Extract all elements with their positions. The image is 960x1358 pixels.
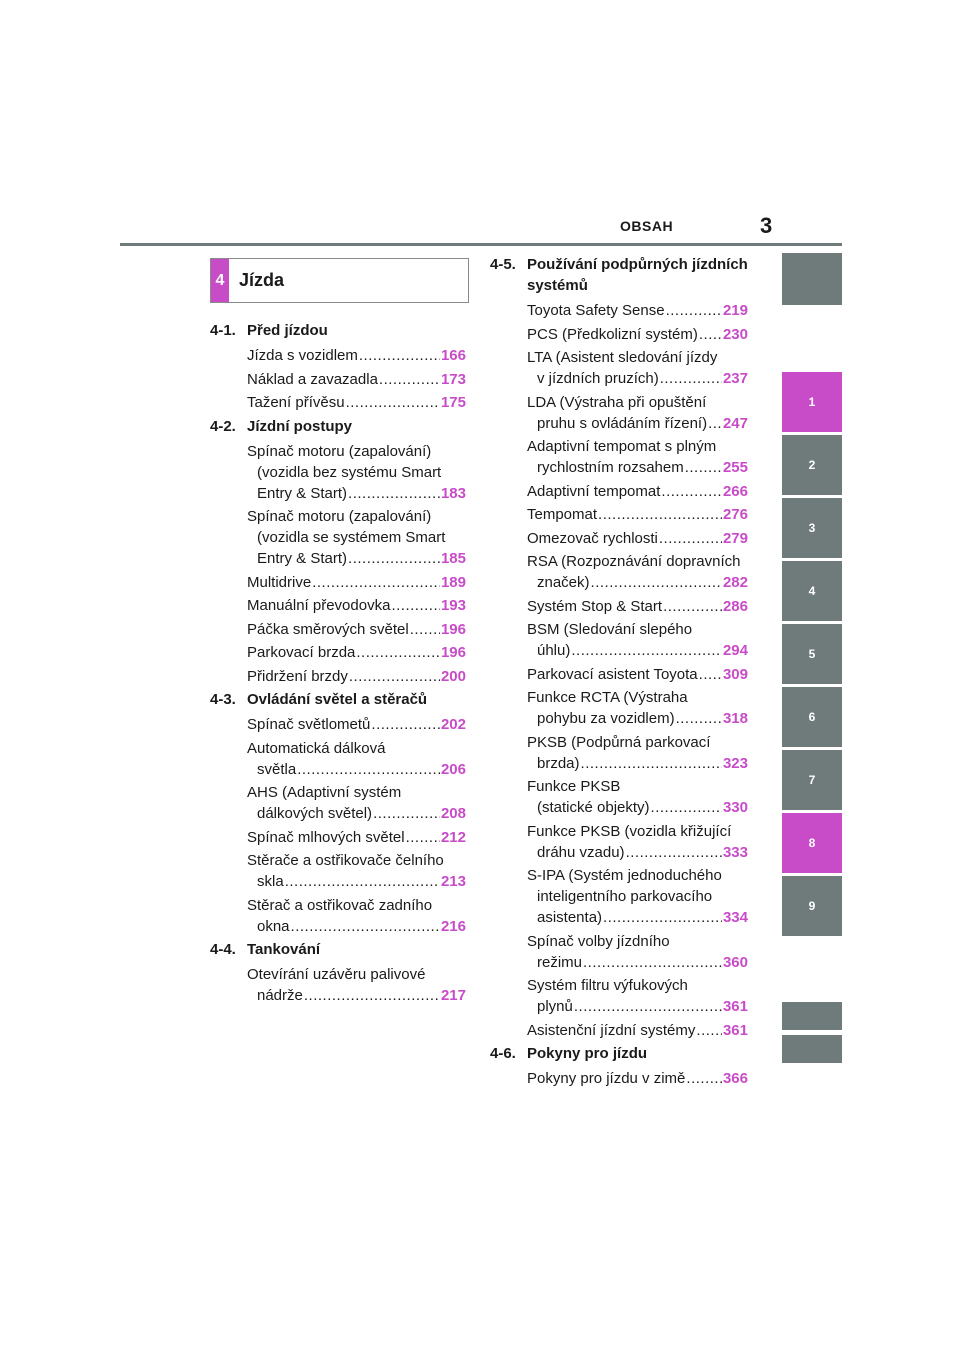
toc-entry-row [527, 996, 748, 1017]
toc-entry-row [527, 1020, 748, 1041]
toc-entry-text: Tempomat [527, 506, 598, 523]
dot-leader [699, 324, 722, 345]
toc-group-title: Jízdní postupy [247, 417, 352, 435]
toc-entry-row [247, 392, 466, 413]
page-reference[interactable]: 279 [722, 529, 748, 547]
toc-entry-text: RSA (Rozpoznávání dopravních [527, 553, 741, 570]
chapter-tab-blank[interactable] [782, 253, 842, 305]
toc-entry-row [527, 324, 748, 345]
page-reference[interactable]: 200 [440, 667, 466, 685]
toc-entry[interactable] [527, 619, 748, 661]
toc-entry[interactable] [247, 595, 466, 616]
toc-entry-row [527, 368, 748, 389]
dot-leader [356, 642, 440, 663]
toc-entry-text: úhlu) [537, 642, 571, 659]
toc-entry-text: Systém filtru výfukových [527, 977, 688, 994]
toc-entry-text: pruhu s ovládáním řízení) [537, 414, 708, 432]
page-reference[interactable]: 330 [722, 799, 748, 816]
toc-entry[interactable] [247, 714, 466, 735]
toc-entry[interactable] [527, 776, 748, 818]
toc-entry[interactable] [247, 392, 466, 413]
dot-leader [410, 619, 440, 640]
toc-entry-text: Spínač mlhových světel [247, 828, 405, 846]
toc-entry-text: skla [257, 873, 284, 890]
toc-entry-row [247, 871, 466, 892]
toc-entry-text: Automatická dálková [247, 739, 386, 757]
toc-entry-row [527, 907, 748, 928]
toc-entry-row [247, 827, 466, 848]
toc-group-heading [210, 416, 466, 437]
toc-entry-text: (vozidla se systémem Smart [257, 529, 446, 546]
toc-entry-text: Spínač světlometů [247, 716, 371, 733]
toc-entry-row [527, 797, 748, 818]
toc-entry-text: Parkovací brzda [247, 644, 356, 661]
toc-entry[interactable] [247, 506, 466, 569]
toc-entry-row [527, 504, 748, 525]
toc-entry-text: rychlostním rozsahem [537, 459, 684, 476]
toc-entry-text: PKSB (Podpůrná parkovací [527, 733, 711, 751]
toc-entry-row [527, 753, 748, 774]
toc-entry[interactable] [527, 347, 748, 389]
toc-entry-text: Entry & Start) [257, 484, 348, 502]
page-reference[interactable]: 216 [440, 917, 466, 935]
page-reference[interactable]: 185 [440, 550, 466, 567]
section-number: 4 [211, 259, 229, 302]
dot-leader [626, 842, 722, 863]
toc-entry-text: pohybu za vozidlem) [537, 710, 675, 727]
toc-entry-row [247, 714, 466, 735]
toc-entry[interactable] [527, 931, 748, 973]
toc-entry[interactable] [247, 441, 466, 504]
toc-entry-row [247, 985, 466, 1006]
toc-entry-text: Funkce RCTA (Výstraha [527, 689, 688, 706]
toc-entry[interactable] [247, 895, 466, 937]
toc-entry-text: Funkce PKSB (vozidla křižující [527, 822, 732, 840]
dot-leader [285, 871, 440, 892]
toc-entry-text: Toyota Safety Sense [527, 302, 665, 319]
page-reference[interactable]: 360 [722, 953, 748, 971]
toc-group-heading [210, 939, 466, 960]
toc-entry[interactable] [527, 664, 748, 685]
toc-group [210, 416, 466, 687]
toc-entry[interactable] [247, 619, 466, 640]
page-reference[interactable]: 334 [722, 909, 748, 926]
dot-leader [348, 483, 440, 504]
page-header-title: OBSAH [620, 218, 674, 234]
dot-leader [291, 916, 440, 937]
page-reference[interactable]: 173 [440, 370, 466, 388]
toc-entry-row [527, 708, 748, 729]
toc-entry-text: značek) [537, 574, 590, 591]
toc-group-number: 4-2. [210, 417, 236, 435]
toc-entry-text: Pokyny pro jízdu v zimě [527, 1070, 686, 1087]
page-reference[interactable]: 217 [440, 987, 466, 1004]
toc-entry[interactable] [247, 827, 466, 848]
toc-entry-text: inteligentního parkovacího [537, 888, 713, 905]
toc-entry-text: režimu [537, 953, 583, 971]
toc-entry-row [247, 642, 466, 663]
toc-entry-row [527, 952, 748, 973]
dot-leader [676, 708, 722, 729]
page-reference[interactable]: 318 [722, 710, 748, 727]
toc-entry-text: světla [257, 760, 297, 778]
toc-left-column [210, 318, 466, 1009]
toc-group-number: 4-5. [490, 256, 516, 273]
toc-entry-text: asistenta) [537, 909, 603, 926]
page-reference[interactable]: 219 [722, 302, 748, 319]
toc-entry-text: Tažení přívěsu [247, 394, 345, 411]
toc-entry-text: Parkovací asistent Toyota [527, 665, 698, 683]
dot-leader [686, 1068, 722, 1089]
toc-entry-text: Funkce PKSB [527, 778, 621, 795]
toc-entry[interactable] [247, 964, 466, 1006]
dot-leader [591, 572, 722, 593]
dot-leader [574, 996, 722, 1017]
toc-entry-text: LTA (Asistent sledování jízdy [527, 349, 718, 366]
toc-entry-text: (statické objekty) [537, 799, 650, 816]
dot-leader [583, 952, 722, 973]
toc-entry-row [527, 572, 748, 593]
toc-entry-text: plynů [537, 998, 573, 1015]
page-reference[interactable]: 255 [722, 459, 748, 476]
dot-leader [297, 759, 440, 780]
page-reference[interactable]: 175 [440, 394, 466, 411]
page-reference[interactable]: 294 [722, 642, 748, 659]
dot-leader [699, 664, 722, 685]
toc-entry-text: Jízda s vozidlem [247, 347, 358, 364]
toc-entry-text: nádrže [257, 987, 303, 1004]
dot-leader [391, 595, 440, 616]
dot-leader [304, 985, 440, 1006]
page-reference[interactable]: 230 [722, 325, 748, 343]
toc-entry-row [247, 803, 466, 824]
dot-leader [359, 345, 440, 366]
dot-leader [406, 827, 440, 848]
toc-entry-text: Otevírání uzávěru palivové [247, 966, 426, 983]
toc-entry-text: dálkových světel) [257, 805, 373, 822]
page-number: 3 [760, 213, 773, 238]
dot-leader [666, 300, 722, 321]
chapter-tab-9[interactable]: 9 [782, 876, 842, 936]
toc-entry-text: Náklad a zavazadla [247, 370, 378, 388]
page-reference[interactable]: 333 [722, 843, 748, 861]
chapter-tab-2[interactable]: 2 [782, 435, 842, 495]
toc-entry[interactable] [247, 572, 466, 593]
page-reference[interactable]: 202 [440, 716, 466, 733]
chapter-tab-blank[interactable] [782, 1002, 842, 1030]
toc-group [210, 939, 466, 1006]
toc-entry[interactable] [527, 596, 748, 617]
toc-entry-row [247, 572, 466, 593]
toc-group-title: Pokyny pro jízdu [527, 1045, 648, 1062]
toc-group-number: 4-1. [210, 322, 236, 339]
page-reference[interactable]: 323 [722, 754, 748, 772]
toc-group [210, 320, 466, 413]
toc-entry[interactable] [247, 738, 466, 780]
toc-entry-row [247, 369, 466, 390]
toc-entry-text: PCS (Předkolizní systém) [527, 325, 698, 343]
page-reference[interactable]: 183 [440, 484, 466, 502]
page-reference[interactable]: 196 [440, 644, 466, 661]
toc-entry-text: okna [257, 917, 290, 935]
toc-entry-text: (vozidla bez systému Smart [257, 463, 442, 481]
dot-leader [685, 457, 722, 478]
toc-entry[interactable] [247, 369, 466, 390]
toc-entry-row [527, 481, 748, 502]
toc-entry-text: Přidržení brzdy [247, 667, 348, 685]
toc-entry[interactable] [527, 481, 748, 502]
toc-entry-row [247, 666, 466, 687]
toc-entry-text: Asistenční jízdní systémy [527, 1021, 696, 1039]
page-reference[interactable]: 166 [440, 347, 466, 364]
toc-entry-text: Entry & Start) [257, 550, 348, 567]
toc-group [490, 1043, 748, 1089]
toc-entry[interactable] [527, 300, 748, 321]
toc-entry[interactable] [247, 642, 466, 663]
toc-entry-text: v jízdních pruzích) [537, 370, 659, 387]
toc-entry[interactable] [527, 687, 748, 729]
page-reference[interactable]: 212 [440, 828, 466, 846]
toc-right-column [490, 252, 748, 1092]
toc-entry-text: dráhu vzadu) [537, 843, 625, 861]
toc-entry-row [527, 457, 748, 478]
toc-entry-row [527, 664, 748, 685]
toc-group-heading [490, 1043, 748, 1064]
page-reference[interactable]: 208 [440, 805, 466, 822]
toc-entry-text: brzda) [537, 754, 580, 772]
toc-entry-text: AHS (Adaptivní systém [247, 784, 402, 801]
chapter-tab-6[interactable]: 6 [782, 687, 842, 747]
dot-leader [598, 504, 722, 525]
page-reference[interactable]: 361 [722, 1021, 748, 1039]
dot-leader [373, 803, 440, 824]
toc-group-number: 4-3. [210, 691, 236, 708]
page-reference[interactable]: 266 [722, 482, 748, 500]
toc-group-heading [210, 689, 466, 710]
toc-entry[interactable] [527, 732, 748, 774]
toc-group-number: 4-6. [490, 1045, 516, 1062]
toc-entry-row [527, 300, 748, 321]
chapter-tab-5[interactable]: 5 [782, 624, 842, 684]
page-reference[interactable]: 276 [722, 506, 748, 523]
chapter-tab-1[interactable]: 1 [782, 372, 842, 432]
section-heading [210, 258, 469, 303]
page-reference[interactable]: 237 [722, 370, 748, 387]
toc-entry-row [247, 619, 466, 640]
toc-entry[interactable] [527, 1068, 748, 1089]
dot-leader [660, 368, 722, 389]
header-divider [120, 243, 842, 246]
toc-entry-text: Spínač motoru (zapalování) [247, 442, 432, 460]
dot-leader [708, 413, 722, 434]
page-reference[interactable]: 247 [722, 414, 748, 432]
page-reference[interactable]: 196 [440, 620, 466, 638]
toc-entry-row [247, 548, 466, 569]
toc-entry-row [247, 483, 466, 504]
toc-group-title: Tankování [247, 941, 321, 958]
toc-entry-text: Systém Stop & Start [527, 597, 663, 615]
dot-leader [661, 481, 722, 502]
dot-leader [348, 548, 440, 569]
page-reference[interactable]: 213 [440, 873, 466, 890]
toc-entry[interactable] [247, 782, 466, 824]
page-reference[interactable]: 193 [440, 597, 466, 614]
toc-group-heading [210, 320, 466, 341]
toc-group-heading [490, 254, 748, 296]
chapter-tab-4[interactable]: 4 [782, 561, 842, 621]
dot-leader [659, 528, 722, 549]
toc-entry[interactable] [527, 436, 748, 478]
toc-entry-row [247, 759, 466, 780]
page-reference[interactable]: 286 [722, 597, 748, 615]
toc-entry-text: S-IPA (Systém jednoduchého [527, 867, 722, 884]
section-title: Jízda [239, 270, 285, 290]
toc-entry[interactable] [527, 324, 748, 345]
toc-entry-text: LDA (Výstraha při opuštění [527, 393, 707, 411]
toc-entry[interactable] [527, 504, 748, 525]
toc-entry-row [527, 596, 748, 617]
chapter-tab-8[interactable]: 8 [782, 813, 842, 873]
toc-entry-row [527, 842, 748, 863]
toc-entry[interactable] [247, 850, 466, 892]
chapter-tab-7[interactable]: 7 [782, 750, 842, 810]
chapter-tab-blank[interactable] [782, 1035, 842, 1063]
toc-entry-text: Spínač volby jízdního [527, 932, 670, 950]
toc-entry-row [247, 916, 466, 937]
toc-entry[interactable] [527, 975, 748, 1017]
toc-group-title: Používání podpůrných jízdních systémů [527, 256, 748, 294]
toc-entry-row [527, 528, 748, 549]
toc-entry-text: Stěrače a ostřikovače čelního [247, 852, 444, 869]
toc-entry-row [527, 413, 748, 434]
toc-entry-row [527, 640, 748, 661]
dot-leader [346, 392, 440, 413]
toc-entry-row [247, 345, 466, 366]
page-reference[interactable]: 361 [722, 998, 748, 1015]
toc-group-number: 4-4. [210, 941, 236, 958]
page-reference[interactable]: 206 [440, 760, 466, 778]
toc-group-title: Před jízdou [247, 322, 328, 339]
dot-leader [696, 1020, 722, 1041]
toc-group [210, 689, 466, 937]
toc-entry[interactable] [247, 345, 466, 366]
toc-entry-text: Adaptivní tempomat s plným [527, 438, 717, 455]
page-reference[interactable]: 282 [722, 574, 748, 591]
page-reference[interactable]: 309 [722, 665, 748, 683]
toc-entry-text: BSM (Sledování slepého [527, 621, 693, 638]
toc-entry-row [527, 1068, 748, 1089]
toc-group-title: Ovládání světel a stěračů [247, 691, 428, 708]
dot-leader [663, 596, 722, 617]
toc-entry-text: Stěrač a ostřikovač zadního [247, 896, 433, 914]
toc-entry[interactable] [527, 821, 748, 863]
toc-entry-text: Spínač motoru (zapalování) [247, 508, 432, 525]
page-reference[interactable]: 366 [722, 1070, 748, 1087]
chapter-tab-3[interactable]: 3 [782, 498, 842, 558]
dot-leader [571, 640, 722, 661]
page-reference[interactable]: 189 [440, 573, 466, 591]
dot-leader [603, 907, 722, 928]
toc-entry-text: Multidrive [247, 573, 312, 591]
toc-entry-text: Páčka směrových světel [247, 620, 409, 638]
toc-entry[interactable] [527, 865, 748, 928]
toc-entry-text: Manuální převodovka [247, 597, 391, 614]
toc-entry[interactable] [527, 1020, 748, 1041]
dot-leader [581, 753, 722, 774]
dot-leader [312, 572, 440, 593]
toc-entry-row [247, 595, 466, 616]
toc-entry[interactable] [247, 666, 466, 687]
toc-entry-text: Adaptivní tempomat [527, 482, 661, 500]
toc-entry[interactable] [527, 392, 748, 434]
toc-entry-text: Omezovač rychlosti [527, 529, 658, 547]
toc-group [490, 254, 748, 1041]
dot-leader [371, 714, 440, 735]
dot-leader [379, 369, 440, 390]
dot-leader [349, 666, 440, 687]
toc-entry[interactable] [527, 528, 748, 549]
toc-entry[interactable] [527, 551, 748, 593]
dot-leader [651, 797, 722, 818]
